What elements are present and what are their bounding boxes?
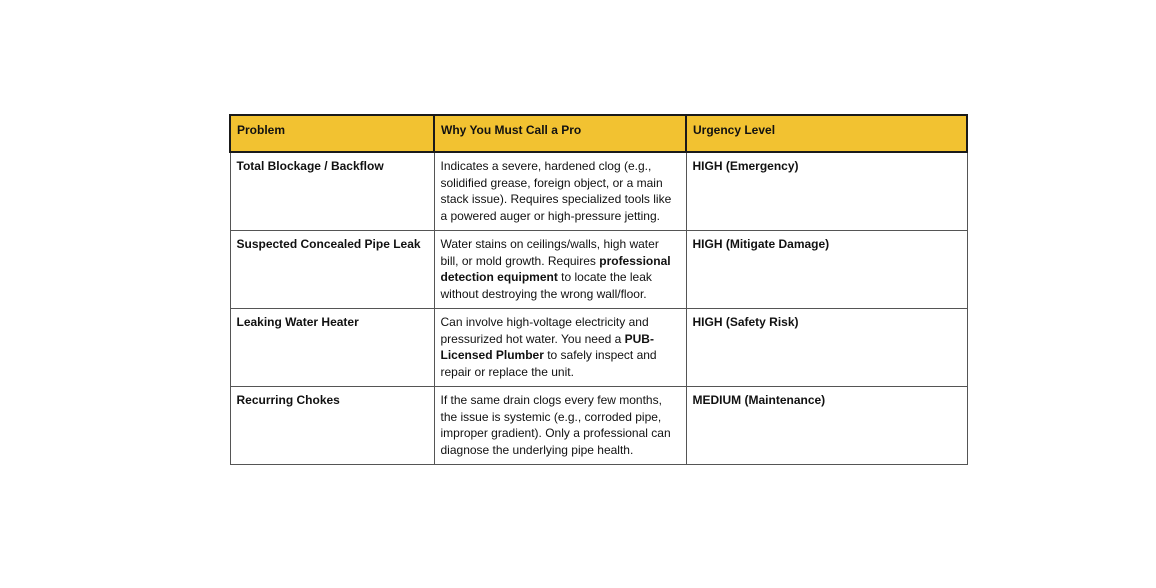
cell-urgency: MEDIUM (Maintenance) (686, 387, 967, 465)
body-text: to locate the leak without destroying the wrong wall/floor. (440, 270, 652, 301)
header-why-call-pro: Why You Must Call a Pro (434, 115, 686, 152)
body-text: Can involve high-voltage electricity and pressurized hot water. You need a (440, 315, 649, 346)
table-header-row (230, 115, 967, 152)
cell-urgency: HIGH (Safety Risk) (686, 309, 967, 387)
emphasis-text: PUB-Licensed Plumber (440, 331, 654, 362)
cell-problem: Leaking Water Heater (230, 309, 434, 387)
body-text: to safely inspect and repair or replace the unit. (440, 348, 657, 379)
cell-why (434, 152, 686, 231)
table-row (230, 387, 967, 465)
cell-problem: Recurring Chokes (230, 387, 434, 465)
body-text: Water stains on ceilings/walls, high water bill, or mold growth. Requires (440, 237, 659, 268)
cell-problem: Suspected Concealed Pipe Leak (230, 231, 434, 309)
cell-why (434, 309, 686, 387)
cell-urgency: HIGH (Emergency) (686, 152, 967, 231)
body-text: Indicates a severe, hardened clog (e.g., solidified grease, foreign object, or a main stack issue). Requires specialized tools like a powered auger or high-pressure jetting. (440, 159, 672, 223)
cell-why (434, 387, 686, 465)
cell-urgency: HIGH (Mitigate Damage) (686, 231, 967, 309)
emphasis-text: professional detection equipment (440, 253, 671, 284)
header-urgency-level: Urgency Level (686, 115, 967, 152)
table-row (230, 231, 967, 309)
body-text: If the same drain clogs every few months, the issue is systemic (e.g., corroded pipe, improper gradient). Only a professional can diagnose the underlying pipe health. (440, 393, 671, 457)
table-body (230, 152, 967, 465)
cell-problem: Total Blockage / Backflow (230, 152, 434, 231)
cell-why (434, 231, 686, 309)
table-row (230, 152, 967, 231)
header-problem: Problem (230, 115, 434, 152)
plumbing-problems-table (229, 114, 968, 465)
table-row (230, 309, 967, 387)
